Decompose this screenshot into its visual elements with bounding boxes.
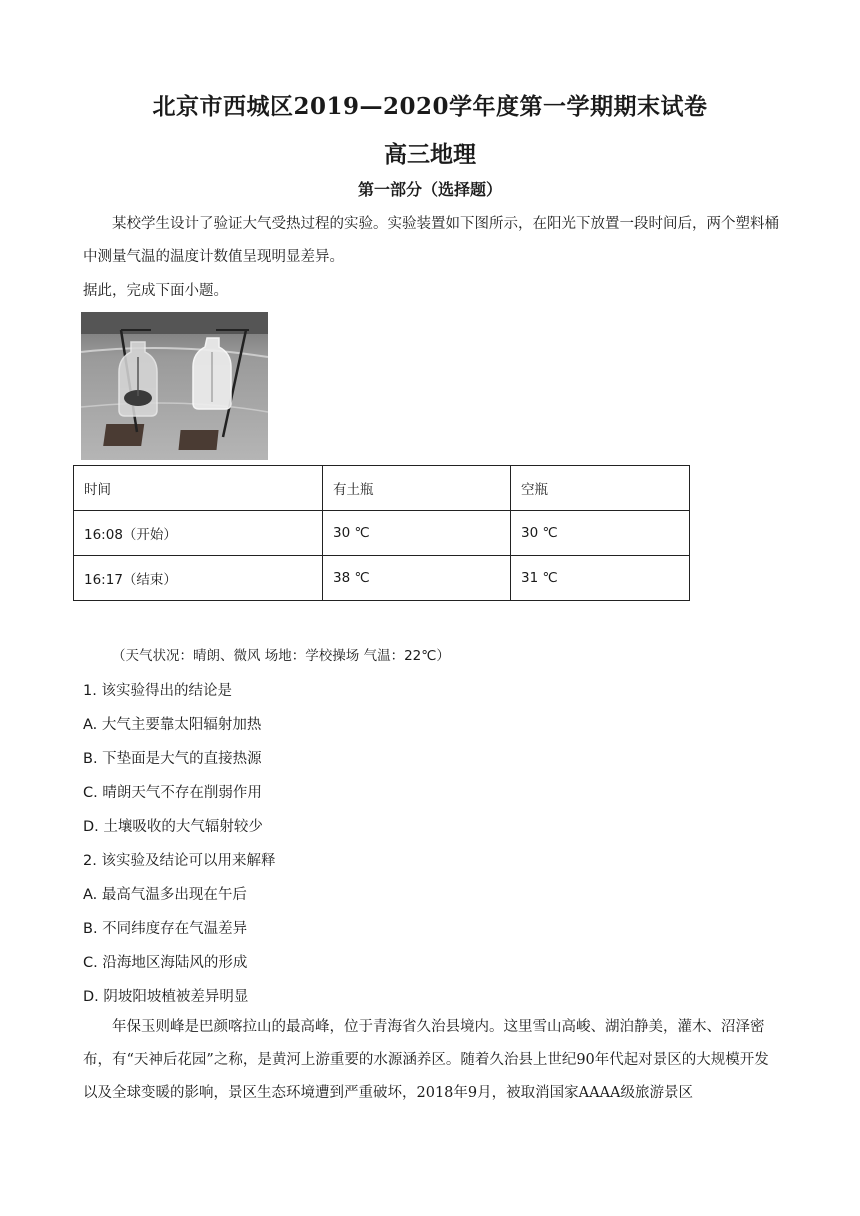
question-2-option-d: D. 阴坡阳坡植被差异明显 xyxy=(83,989,249,1005)
table-cell: 30 ℃ xyxy=(511,511,690,556)
table-row xyxy=(74,556,690,601)
question-1-option-c: C. 晴朗天气不存在削弱作用 xyxy=(83,785,262,801)
question-1-option-b: B. 下垫面是大气的直接热源 xyxy=(83,751,262,767)
table-cell: 16:17（结束） xyxy=(74,556,323,601)
instruction-text: 据此，完成下面小题。 xyxy=(83,283,228,299)
table-cell: 38 ℃ xyxy=(323,556,511,601)
table-cell: 31 ℃ xyxy=(511,556,690,601)
question-2-stem: 2. 该实验及结论可以用来解释 xyxy=(83,853,276,869)
question-1-stem: 1. 该实验得出的结论是 xyxy=(83,683,232,699)
weather-note: （天气状况：晴朗、微风 场地：学校操场 气温：22℃） xyxy=(112,648,450,664)
part-heading: 第一部分（选择题） xyxy=(357,180,502,199)
header-empty-bottle: 空瓶 xyxy=(511,466,690,511)
header-time: 时间 xyxy=(74,466,323,511)
question-1-option-a: A. 大气主要靠太阳辐射加热 xyxy=(83,717,262,733)
header-soil-bottle: 有土瓶 xyxy=(323,466,511,511)
question-2-option-b: B. 不同纬度存在气温差异 xyxy=(83,921,248,937)
experiment-photo xyxy=(81,312,268,460)
subject-title: 高三地理 xyxy=(384,141,476,168)
table-header-row xyxy=(74,466,690,511)
question-1-option-d: D. 土壤吸收的大气辐射较少 xyxy=(83,819,263,835)
table-cell: 30 ℃ xyxy=(323,511,511,556)
question-2-option-c: C. 沿海地区海陆风的形成 xyxy=(83,955,248,971)
table-row xyxy=(74,511,690,556)
exam-title: 北京市西城区2019—2020学年度第一学期期末试卷 xyxy=(152,93,708,120)
table-cell: 16:08（开始） xyxy=(74,511,323,556)
passage-2: 年保玉则峰是巴颜喀拉山的最高峰，位于青海省久治县境内。这里雪山高峻、湖泊静美，灌木、沼泽密布，有“天神后花园”之称，是黄河上游重要的水源涵养区。随着久治县上世纪90年代起对景区的大规模开发以及全球变暖的影响，景区生态环境遭到严重破坏，2018年9月，被取消国家AAAA级旅游景区 xyxy=(83,1019,769,1101)
question-2-option-a: A. 最高气温多出现在午后 xyxy=(83,887,247,903)
intro-paragraph: 某校学生设计了验证大气受热过程的实验。实验装置如下图所示，在阳光下放置一段时间后，两个塑料桶中测量气温的温度计数值呈现明显差异。 xyxy=(83,216,779,265)
temperature-table xyxy=(73,465,690,601)
